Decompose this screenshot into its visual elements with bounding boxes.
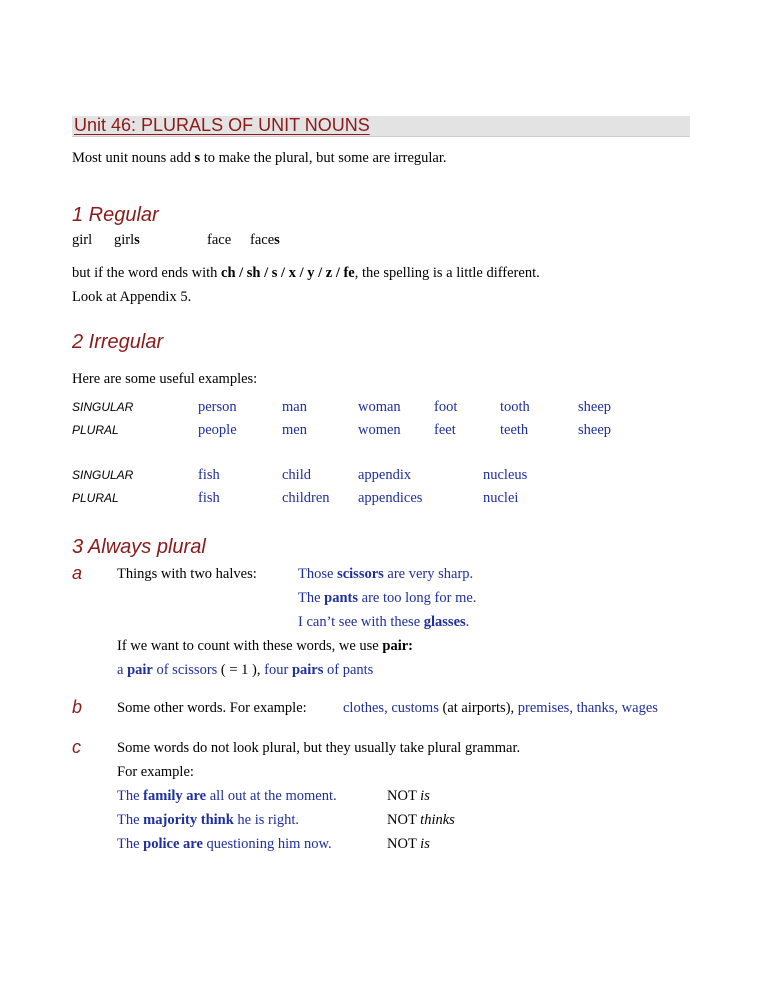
irregular-singular: man — [282, 399, 307, 415]
section-heading-always-plural: 3 Always plural — [72, 536, 206, 558]
irregular-singular: woman — [358, 399, 401, 415]
unit-title: Unit 46: PLURALS OF UNIT NOUNS — [74, 115, 370, 135]
plural-label-row1: PLURAL — [72, 423, 119, 437]
example-majority: The majority think he is right. — [117, 812, 300, 828]
pair-explanation: If we want to count with these words, we use pair: — [117, 638, 413, 654]
regular-spelling-note: but if the word ends with ch / sh / s / x / y / z / fe, the spelling is a little different. — [72, 265, 540, 281]
two-halves-label: Things with two halves: — [117, 566, 257, 582]
irregular-singular: appendix — [358, 467, 412, 483]
for-example-label: For example: — [117, 764, 194, 780]
irregular-plural: children — [282, 490, 330, 506]
singular-label-row2: SINGULAR — [72, 468, 134, 482]
example-family: The family are all out at the moment. — [117, 788, 337, 804]
regular-example-2-plural: faces — [250, 232, 280, 248]
irregular-singular: tooth — [500, 399, 530, 415]
irregular-singular: child — [282, 467, 311, 483]
irregular-intro: Here are some useful examples: — [72, 371, 258, 387]
irregular-plural: appendices — [358, 490, 423, 506]
other-words-examples: clothes, customs (at airports), premises, thanks, wages — [343, 700, 658, 716]
example-glasses: I can’t see with these glasses. — [298, 614, 470, 630]
irregular-plural: nuclei — [483, 490, 519, 506]
item-letter-a: a — [72, 563, 83, 583]
example-police: The police are questioning him now. — [117, 836, 332, 852]
not-note-police: NOT is — [387, 836, 430, 852]
irregular-singular: foot — [434, 399, 458, 415]
regular-example-1-plural: girls — [114, 232, 140, 248]
other-words-label: Some other words. For example: — [117, 700, 307, 716]
irregular-singular: person — [198, 399, 237, 415]
item-letter-c: c — [72, 737, 81, 757]
irregular-plural: teeth — [500, 422, 529, 438]
section-heading-regular: 1 Regular — [72, 204, 159, 226]
singular-label-row1: SINGULAR — [72, 400, 134, 414]
irregular-plural: men — [282, 422, 307, 438]
regular-example-2-singular: face — [207, 232, 232, 248]
not-note-family: NOT is — [387, 788, 430, 804]
plural-grammar-note: Some words do not look plural, but they usually take plural grammar. — [117, 740, 521, 756]
irregular-plural: sheep — [578, 422, 612, 438]
irregular-singular: sheep — [578, 399, 612, 415]
irregular-plural: feet — [434, 422, 456, 438]
irregular-plural: fish — [198, 490, 220, 506]
example-scissors: Those scissors are very sharp. — [298, 566, 474, 582]
example-pants: The pants are too long for me. — [298, 590, 477, 606]
irregular-singular: nucleus — [483, 467, 528, 483]
section-heading-irregular: 2 Irregular — [72, 331, 164, 353]
plural-label-row2: PLURAL — [72, 491, 119, 505]
irregular-plural: people — [198, 422, 237, 438]
regular-example-1-singular: girl — [72, 232, 93, 248]
irregular-singular: fish — [198, 467, 220, 483]
intro-text: Most unit nouns add s to make the plural, but some are irregular. — [72, 150, 447, 166]
appendix-reference: Look at Appendix 5. — [72, 289, 192, 305]
pair-examples: a pair of scissors ( = 1 ), four pairs of pants — [117, 662, 374, 678]
not-note-majority: NOT thinks — [387, 812, 455, 828]
item-letter-b: b — [72, 697, 83, 717]
irregular-plural: women — [358, 422, 401, 438]
